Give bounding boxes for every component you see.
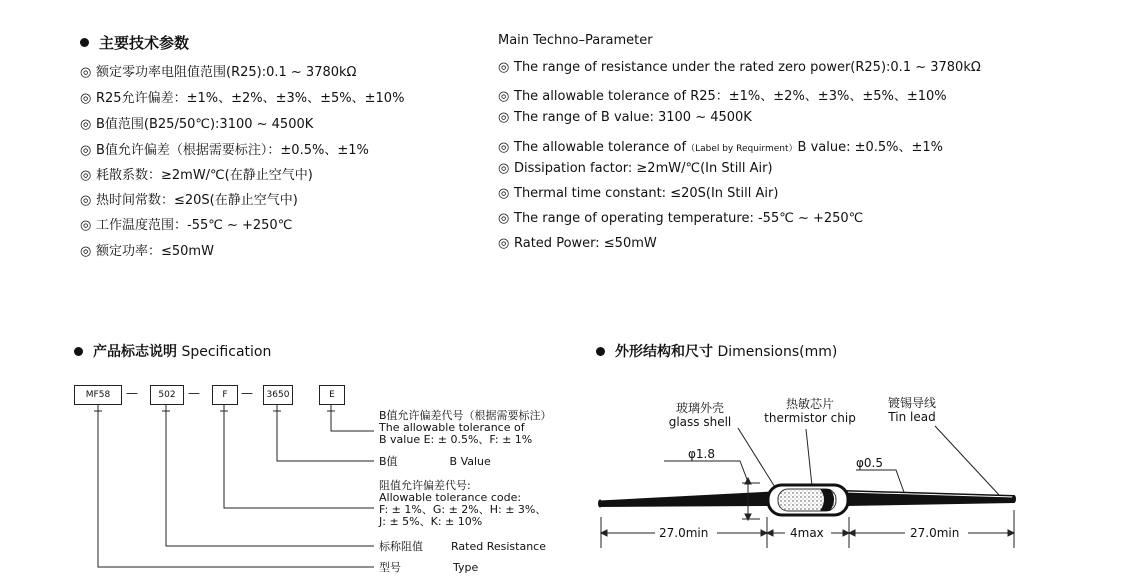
cn-param-item: ◎ 额定零功率电阻值范围(R25):0.1 ~ 3780kΩ — [80, 65, 357, 80]
circle-bullet-icon: ◎ — [498, 60, 510, 75]
b-tol-label: B值允许偏差代号（根据需要标注） The allowable tolerance of B value E: ± 0.5%、F: ± 1% — [379, 409, 552, 446]
spec-title-cn: 产品标志说明 — [93, 344, 177, 360]
en-param-item: ◎ The range of B value: 3100 ~ 4500K — [498, 110, 752, 125]
circle-bullet-icon: ◎ — [80, 218, 92, 233]
cn-param-item: ◎ 耗散系数：≥2mW/℃(在静止空气中) — [80, 168, 313, 183]
cn-param-item: ◎ 额定功率：≤50mW — [80, 244, 214, 259]
body-diameter-label: φ1.8 — [688, 447, 715, 461]
glass-shell-body — [768, 485, 848, 515]
en-param-item: ◎ Dissipation factor: ≥2mW/℃(In Still Air) — [498, 161, 773, 176]
body-length-label: 4max — [790, 526, 824, 540]
circle-bullet-icon: ◎ — [498, 161, 510, 176]
circle-bullet-icon: ◎ — [80, 244, 92, 259]
en-param-item: ◎ The range of operating temperature: -55℃ ~ +250℃ — [498, 211, 864, 226]
type-label: 型号 Type — [379, 561, 479, 574]
code-box-resistance: 502 — [150, 385, 184, 405]
res-tol-label: 阻值允许偏差代号: Allowable tolerance code: F: ± 1%、G: ± 2%、H: ± 3%、 J: ± 5%、K: ± 10% — [379, 479, 547, 528]
en-params-title: Main Techno–Parameter — [498, 33, 653, 48]
circle-bullet-icon: ◎ — [498, 186, 510, 201]
cn-params-title: 主要技术参数 — [99, 34, 190, 52]
thermistor-chip-label: 热敏芯片 thermistor chip — [764, 397, 856, 425]
circle-bullet-icon: ◎ — [498, 140, 510, 155]
circle-bullet-icon: ◎ — [498, 110, 510, 125]
en-param-item: ◎ The allowable tolerance of（Label by Requirment）B value: ±0.5%、±1% — [498, 140, 944, 155]
circle-bullet-icon: ◎ — [80, 91, 92, 106]
code-box-type: MF58 — [74, 385, 122, 405]
dims-title-cn: 外形结构和尺寸 — [615, 344, 713, 360]
circle-bullet-icon: ◎ — [498, 236, 510, 251]
dims-title-en: Dimensions(mm) — [717, 344, 838, 360]
en-param-item: ◎ Thermal time constant: ≤20S(In Still Air) — [498, 186, 779, 201]
cn-param-item: ◎ 热时间常数：≤20S(在静止空气中) — [80, 193, 298, 208]
code-separator: — — [126, 386, 138, 400]
en-param-item: ◎ Rated Power: ≤50mW — [498, 236, 657, 251]
en-param-item: ◎ The allowable tolerance of R25：±1%、±2%、±3%、±5%、±10% — [498, 89, 947, 104]
circle-bullet-icon: ◎ — [80, 65, 92, 80]
right-lead-length-label: 27.0min — [910, 526, 960, 540]
circle-bullet-icon: ◎ — [498, 211, 510, 226]
code-box-b-tolerance: E — [319, 385, 345, 405]
circle-bullet-icon: ◎ — [80, 117, 92, 132]
code-box-tolerance: F — [212, 385, 238, 405]
cn-param-item: ◎ 工作温度范围：-55℃ ~ +250℃ — [80, 218, 293, 233]
glass-shell-label: 玻璃外壳 glass shell — [668, 401, 732, 429]
circle-bullet-icon: ◎ — [80, 143, 92, 158]
code-separator: — — [241, 386, 253, 400]
cn-param-item: ◎ R25允许偏差：±1%、±2%、±3%、±5%、±10% — [80, 91, 405, 106]
circle-bullet-icon: ◎ — [80, 193, 92, 208]
circle-bullet-icon: ◎ — [80, 168, 92, 183]
cn-param-item: ◎ B值允许偏差（根据需要标注）：±0.5%、±1% — [80, 143, 369, 158]
en-param-item: ◎ The range of resistance under the rated zero power(R25):0.1 ~ 3780kΩ — [498, 60, 981, 75]
spec-title-en: Specification — [181, 344, 272, 360]
tin-lead-label: 镀锡导线 Tin lead — [887, 396, 936, 424]
cn-param-item: ◎ B值范围(B25/50℃):3100 ~ 4500K — [80, 117, 314, 132]
code-separator: — — [188, 386, 200, 400]
lead-diameter-label: φ0.5 — [856, 456, 883, 470]
code-box-b-value: 3650 — [263, 385, 293, 405]
left-lead-length-label: 27.0min — [659, 526, 709, 540]
b-value-label: B值 B Value — [379, 455, 491, 468]
circle-bullet-icon: ◎ — [498, 89, 510, 104]
rated-resistance-label: 标称阻值 Rated Resistance — [379, 540, 546, 553]
